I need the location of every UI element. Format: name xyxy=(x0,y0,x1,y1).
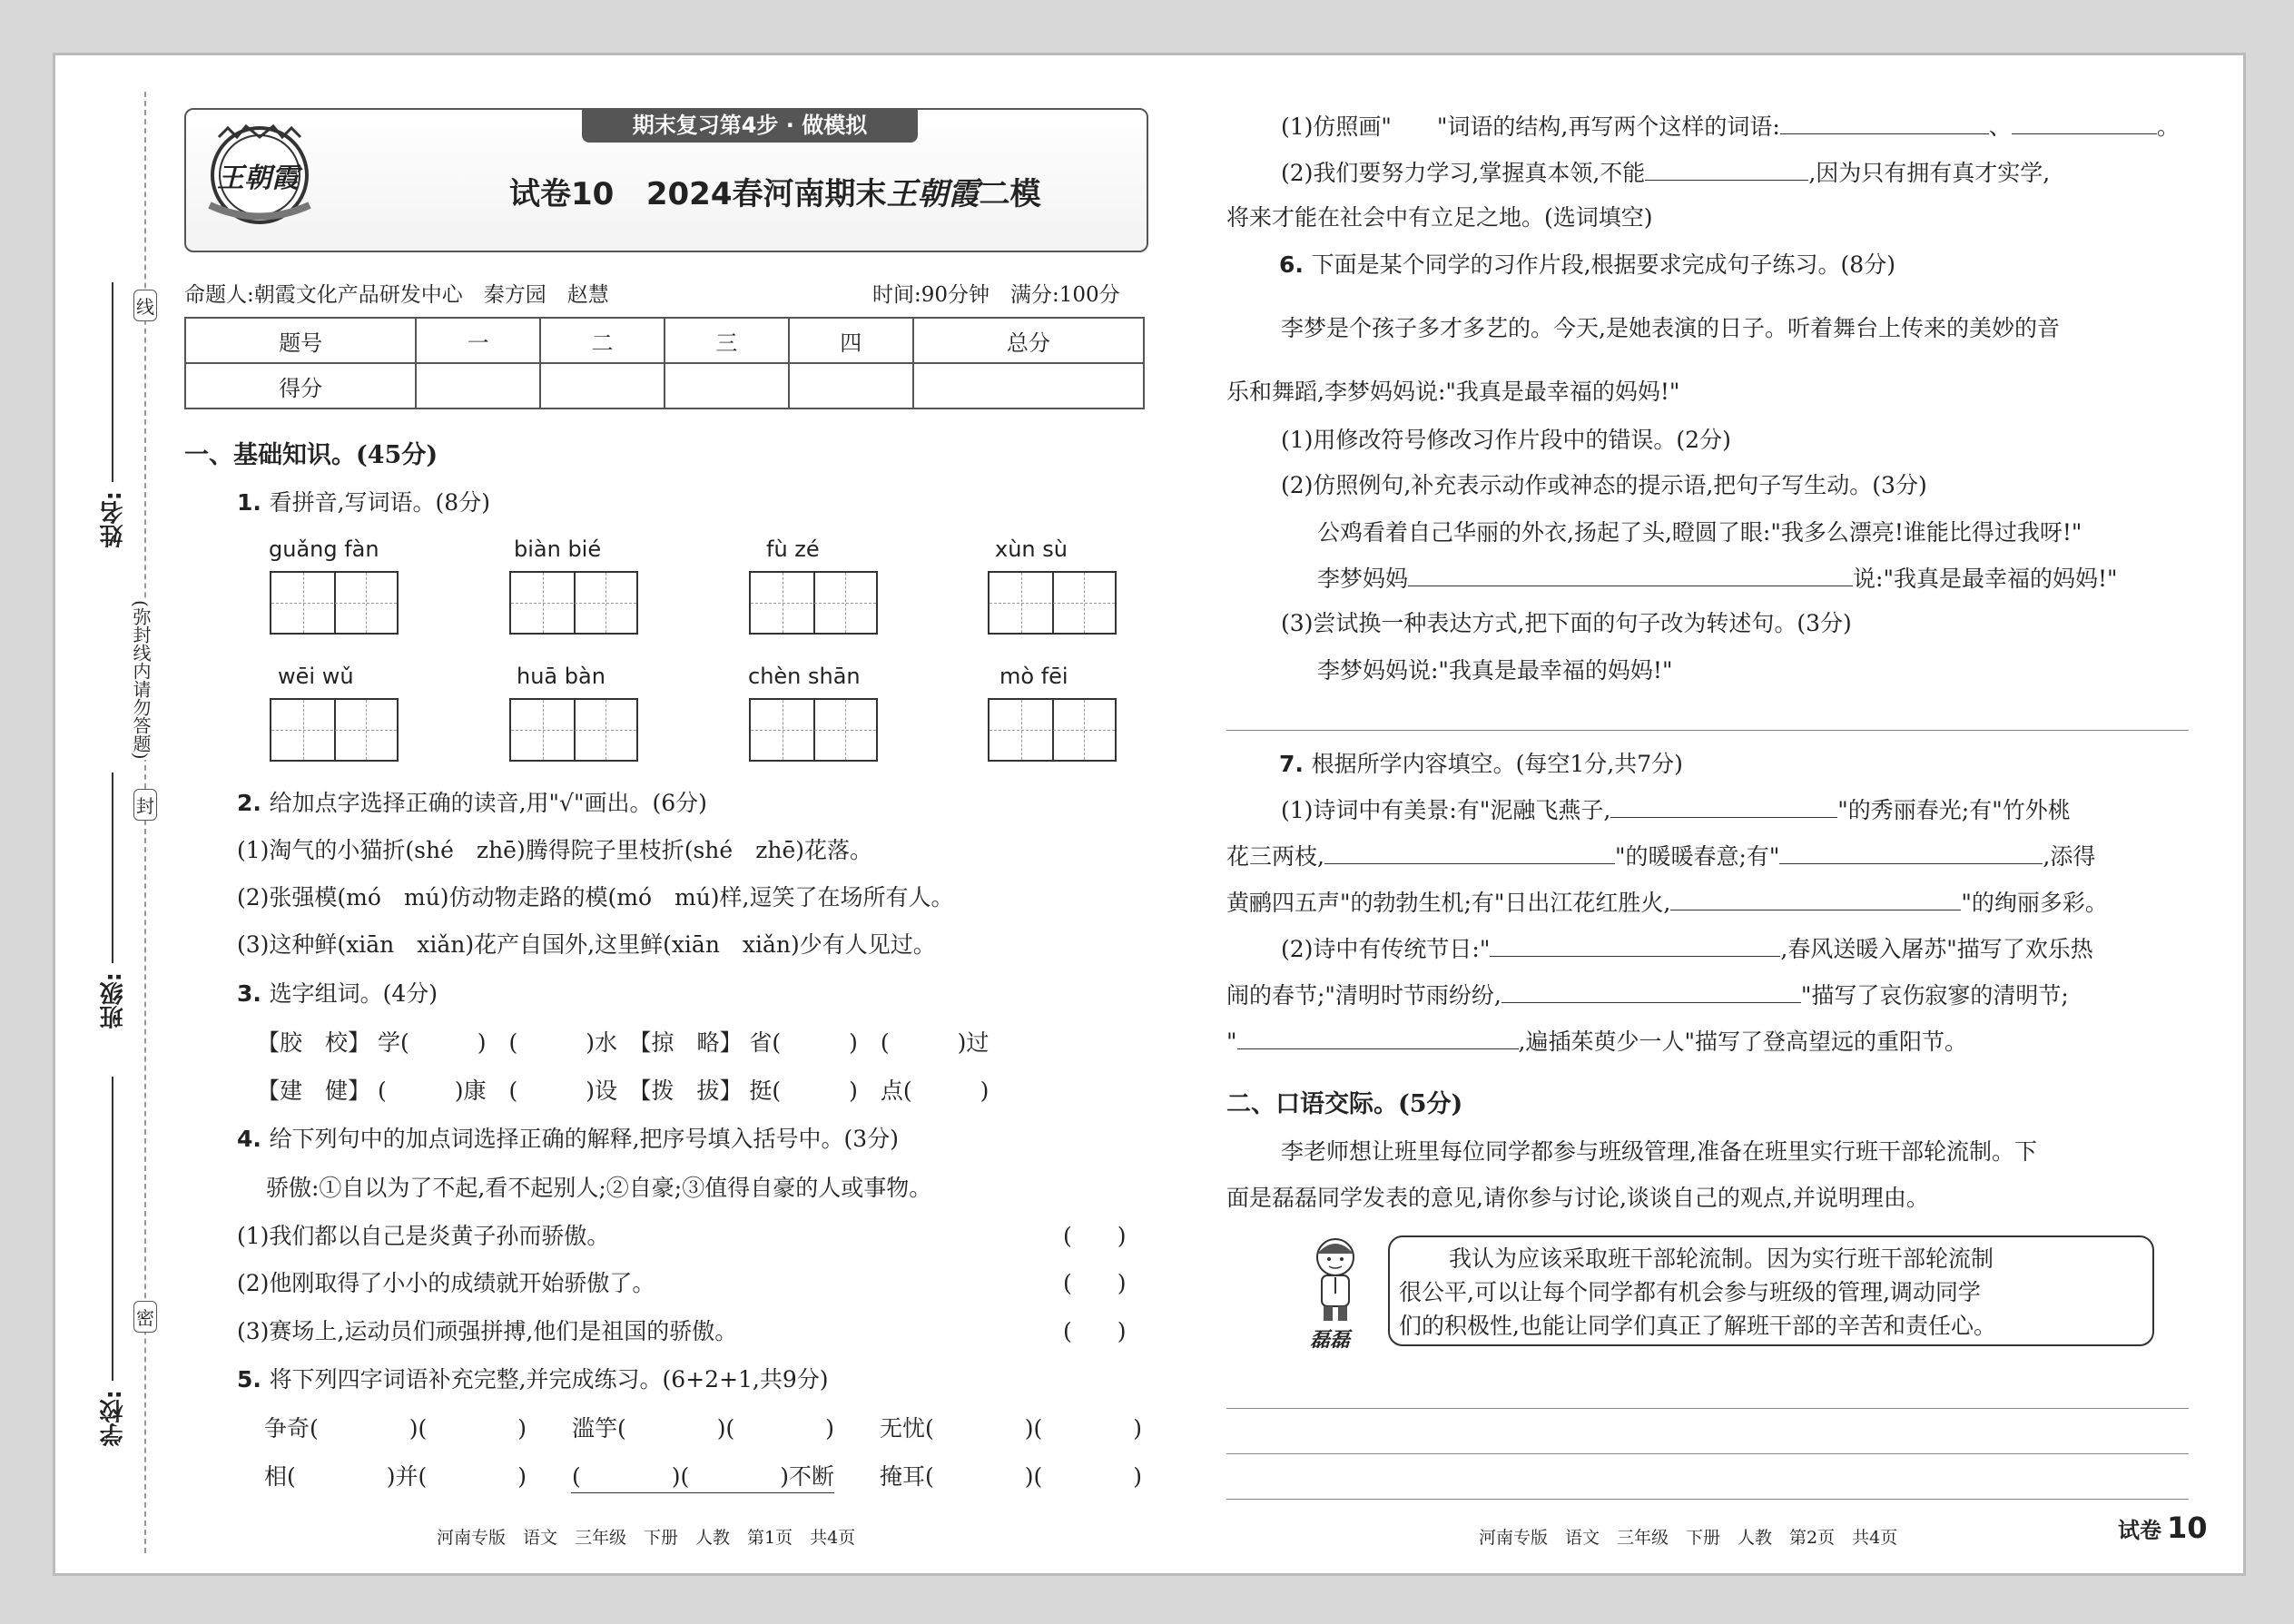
seal-mark: 封 xyxy=(133,789,157,821)
q3-item-2: 【建 健】 ( )康 ( )设 【拨 拔】 挺( ) 点( ) xyxy=(257,1078,989,1104)
paper-label: 试卷 xyxy=(2118,1518,2161,1543)
pinyin-label: fù zé xyxy=(766,536,820,562)
writing-grid[interactable] xyxy=(270,698,399,762)
time-score: 时间:90分钟 满分:100分 xyxy=(872,283,1120,307)
header-banner: 期末复习第4步 · 做模拟 xyxy=(582,108,918,143)
q7-item-1-cont: 花三两枝, "的暖暖春意;有" ,添得 xyxy=(1226,843,2096,870)
q6-passage-1: 李梦是个孩子多才多艺的。今天,是她表演的日子。听着舞台上传来的美妙的音 xyxy=(1281,315,2060,341)
secret-mark: 密 xyxy=(133,1301,157,1333)
score-header-cell: 四 xyxy=(789,318,913,363)
q7-item-2-cont2: " ,遍插茱萸少一人"描写了登高望远的重阳节。 xyxy=(1226,1029,1967,1055)
pinyin-label: chèn shān xyxy=(748,664,861,689)
authors: 命题人:朝霞文化产品研发中心 秦方园 赵慧 xyxy=(184,283,609,307)
score-header-cell: 题号 xyxy=(185,318,416,363)
score-cell[interactable] xyxy=(540,363,665,408)
answer-paren[interactable]: ( ) xyxy=(1063,1318,1127,1344)
q6-item-3: (3)尝试换一种表达方式,把下面的句子改为转述句。(3分) xyxy=(1281,610,1852,636)
writing-grid[interactable] xyxy=(988,571,1117,635)
q7-item-1: (1)诗词中有美景:有"泥融飞燕子, "的秀丽春光;有"竹外桃 xyxy=(1281,797,2071,823)
answer-paren[interactable]: ( ) xyxy=(1063,1223,1127,1249)
logo-text: 王朝霞 xyxy=(217,162,299,194)
logo xyxy=(201,119,319,232)
q2-item-1: (1)淘气的小猫折(shé zhē)腾得院子里枝折(shé zhē)花落。 xyxy=(237,837,873,863)
character-name: 磊磊 xyxy=(1310,1328,1351,1352)
r-item-2-cont: 将来才能在社会中有立足之地。(选词填空) xyxy=(1226,204,1653,231)
answer-line[interactable] xyxy=(1226,730,2189,731)
section-1-heading: 一、基础知识。(45分) xyxy=(184,441,438,469)
r-item-1: (1)仿照画" "词语的结构,再写两个这样的词语: 、 。 xyxy=(1281,113,2180,140)
q6-item-1: (1)用修改符号修改习作片段中的错误。(2分) xyxy=(1281,427,1731,453)
title-brand: 王朝霞 xyxy=(886,176,980,212)
score-header-cell: 一 xyxy=(416,318,540,363)
q5-underline xyxy=(571,1492,834,1493)
q5-item-2: 相( )并( ) ( )( )不断 掩耳( )( ) xyxy=(264,1463,1143,1490)
writing-grid[interactable] xyxy=(509,698,638,762)
q7-item-1-cont2: 黄鹂四五声"的勃勃生机;有"日出江花红胜火, "的绚丽多彩。 xyxy=(1226,890,2108,916)
pinyin-label: guǎng fàn xyxy=(269,536,379,562)
q3-item-1: 【胶 校】 学( ) ( )水 【掠 略】 省( ) ( )过 xyxy=(257,1029,989,1056)
section-2-heading: 二、口语交际。(5分) xyxy=(1226,1090,1463,1118)
writing-grid[interactable] xyxy=(988,698,1117,762)
exam-sheet xyxy=(53,53,2246,1576)
title-prefix: 试卷10 xyxy=(509,176,615,212)
q4-prompt: 4. 给下列句中的加点词选择正确的解释,把序号填入括号中。(3分) xyxy=(237,1126,899,1152)
school-label: 学校: xyxy=(100,1390,127,1447)
q6-item-2: (2)仿照例句,补充表示动作或神态的提示语,把句子写生动。(3分) xyxy=(1281,472,1927,498)
score-cell[interactable] xyxy=(789,363,913,408)
answer-line[interactable] xyxy=(1226,1408,2189,1409)
q2-prompt: 2. 给加点字选择正确的读音,用"√"画出。(6分) xyxy=(237,790,707,816)
title-main: 2024春河南期末 xyxy=(645,176,887,212)
pinyin-label: huā bàn xyxy=(517,664,605,689)
q4-item-2: (2)他刚取得了小小的成绩就开始骄傲了。 xyxy=(237,1270,655,1296)
q2-item-3: (3)这种鲜(xiān xiǎn)花产自国外,这里鲜(xiān xiǎn)少有人见过。 xyxy=(237,931,936,958)
q2-item-2: (2)张强模(mó mú)仿动物走路的模(mó mú)样,逗笑了在场所有人。 xyxy=(237,884,954,910)
q4-definition: 骄傲:①自以为了不起,看不起别人;②自豪;③值得自豪的人或事物。 xyxy=(266,1175,932,1201)
q6-item-3-sentence: 李梦妈妈说:"我真是最幸福的妈妈!" xyxy=(1317,657,1673,684)
score-header-cell: 三 xyxy=(665,318,789,363)
score-header-cell: 总分 xyxy=(913,318,1144,363)
writing-grid[interactable] xyxy=(509,571,638,635)
writing-grid[interactable] xyxy=(749,698,878,762)
score-header-cell: 二 xyxy=(540,318,665,363)
score-cell[interactable] xyxy=(913,363,1144,408)
r-item-2: (2)我们要努力学习,掌握真本领,不能 ,因为只有拥有真才实学, xyxy=(1281,160,2051,186)
title-suffix: 二模 xyxy=(979,176,1041,212)
name-underline xyxy=(112,282,113,482)
bubble-line-3: 们的积极性,也能让同学们真正了解班干部的辛苦和责任心。 xyxy=(1399,1313,1996,1339)
q4-item-1: (1)我们都以自己是炎黄子孙而骄傲。 xyxy=(237,1223,610,1249)
bubble-line-2: 很公平,可以让每个同学都有机会参与班级的管理,调动同学 xyxy=(1399,1279,1981,1305)
score-cell[interactable] xyxy=(665,363,789,408)
paper-number xyxy=(2118,1511,2208,1545)
pinyin-label: xùn sù xyxy=(995,536,1068,562)
s2-passage-2: 面是磊磊同学发表的意见,请你参与讨论,谈谈自己的观点,并说明理由。 xyxy=(1226,1185,1929,1211)
q1-prompt: 1. 看拼音,写词语。(8分) xyxy=(237,489,490,516)
writing-grid[interactable] xyxy=(270,571,399,635)
paper-num: 10 xyxy=(2167,1511,2208,1545)
answer-line[interactable] xyxy=(1226,1453,2189,1454)
q6-item-2-fill: 李梦妈妈 说:"我真是最幸福的妈妈!" xyxy=(1317,566,2118,592)
q7-item-2: (2)诗中有传统节日:" ,春风送暖入屠苏"描写了欢乐热 xyxy=(1281,936,2093,962)
bubble-line-1: 我认为应该采取班干部轮流制。因为实行班干部轮流制 xyxy=(1449,1245,1994,1272)
q4-item-3: (3)赛场上,运动员们顽强拼搏,他们是祖国的骄傲。 xyxy=(237,1318,738,1344)
s2-passage-1: 李老师想让班里每位同学都参与班级管理,准备在班里实行班干部轮流制。下 xyxy=(1281,1138,2037,1165)
score-row-label: 得分 xyxy=(185,363,416,408)
q7-item-2-cont: 闹的春节;"清明时节雨纷纷, "描写了哀伤寂寥的清明节; xyxy=(1226,982,2069,1009)
q3-prompt: 3. 选字组词。(4分) xyxy=(237,980,438,1007)
q6-example: 公鸡看着自己华丽的外衣,扬起了头,瞪圆了眼:"我多么漂亮!谁能比得过我呀!" xyxy=(1317,519,2082,546)
right-footer: 河南专版 语文 三年级 下册 人教 第2页 共4页 xyxy=(1479,1528,1898,1548)
class-underline xyxy=(112,773,113,963)
writing-grid[interactable] xyxy=(749,571,878,635)
binding-note: (弥封线内请勿答题) xyxy=(130,600,152,760)
answer-paren[interactable]: ( ) xyxy=(1063,1270,1127,1296)
class-label: 班级: xyxy=(100,972,127,1029)
pinyin-label: wēi wǔ xyxy=(278,664,354,689)
boy-character-icon xyxy=(1304,1234,1367,1324)
name-label: 姓名: xyxy=(100,491,127,548)
answer-line[interactable] xyxy=(1226,1499,2189,1500)
q5-item-1: 争奇( )( ) 滥竽( )( ) 无忧( )( ) xyxy=(264,1415,1143,1442)
left-footer: 河南专版 语文 三年级 下册 人教 第1页 共4页 xyxy=(437,1528,856,1548)
q6-passage-2: 乐和舞蹈,李梦妈妈说:"我真是最幸福的妈妈!" xyxy=(1226,379,1680,405)
q7-prompt: 7. 根据所学内容填空。(每空1分,共7分) xyxy=(1279,751,1683,777)
q5-prompt: 5. 将下列四字词语补充完整,并完成练习。(6+2+1,共9分) xyxy=(237,1366,829,1393)
line-mark: 线 xyxy=(133,290,157,321)
exam-title xyxy=(509,169,1040,213)
score-table xyxy=(184,317,1145,409)
pinyin-label: mò fēi xyxy=(999,664,1068,689)
score-cell[interactable] xyxy=(416,363,540,408)
school-underline xyxy=(112,1077,113,1381)
pinyin-label: biàn bié xyxy=(514,536,602,562)
q6-prompt: 6. 下面是某个同学的习作片段,根据要求完成句子练习。(8分) xyxy=(1279,251,1895,278)
